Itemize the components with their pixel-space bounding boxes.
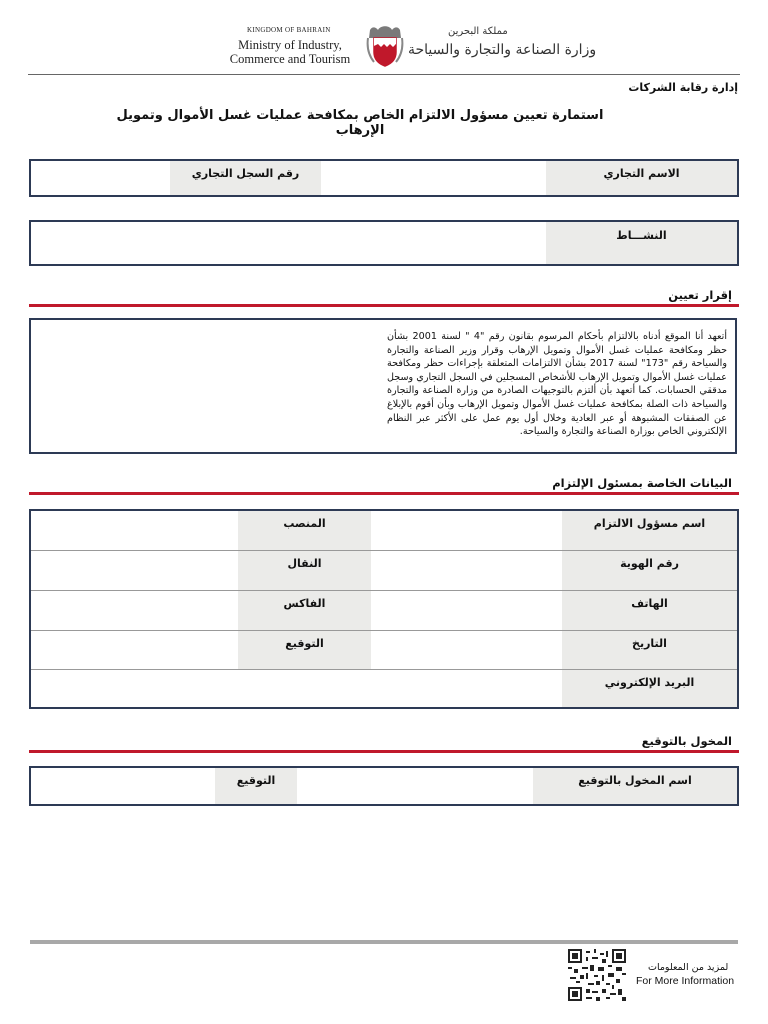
trade-name-value[interactable] [321, 160, 546, 196]
ministry-name-en-line1: Ministry of Industry, [238, 38, 342, 52]
mobile-label: النقال [238, 550, 371, 590]
cr-number-value[interactable] [30, 160, 170, 196]
fax-value[interactable] [30, 591, 238, 630]
signatory-signature-value[interactable] [30, 767, 215, 805]
ministry-name-en-line2: Commerce and Tourism [229, 52, 351, 66]
officer-section-title: البيانات الخاصة بمسئول الإلتزام [552, 476, 732, 490]
mobile-value[interactable] [30, 550, 238, 590]
officer-row [30, 670, 738, 708]
more-info-en: For More Information [636, 975, 735, 987]
department-label: إدارة رقابة الشركات [628, 81, 738, 94]
date-value[interactable] [371, 630, 562, 669]
trade-name-label: الاسم التجاري [546, 160, 738, 196]
ministry-name-en [220, 38, 360, 66]
signatory-box [29, 766, 739, 806]
kingdom-label-en: KINGDOM OF BAHRAIN [247, 26, 331, 34]
fax-label: الفاكس [238, 591, 371, 630]
officer-table [29, 509, 739, 709]
kingdom-label-ar: مملكة البحرين [448, 26, 508, 37]
officer-row [30, 591, 738, 630]
date-label: التاريخ [562, 630, 738, 669]
declaration-divider [29, 304, 739, 307]
form-title: استمارة تعيين مسؤول الالتزام الخاص بمكافحة عمليات غسل الأموال وتمويل الإرهاب [116, 108, 604, 138]
qr-code-icon[interactable] [568, 949, 626, 1001]
activity-value[interactable] [30, 221, 546, 265]
position-label: المنصب [238, 510, 371, 550]
declaration-box [29, 318, 737, 454]
declaration-section-title: إقرار تعيين [668, 288, 732, 302]
officer-name-value[interactable] [371, 510, 562, 550]
officer-signature-value[interactable] [30, 630, 238, 669]
bahrain-emblem-icon [366, 24, 404, 68]
officer-divider [29, 492, 739, 495]
header-divider [28, 74, 740, 75]
signatory-divider [29, 750, 739, 753]
signatory-name-value[interactable] [297, 767, 533, 805]
id-number-label: رقم الهوية [562, 550, 738, 590]
signatory-name-label: اسم المخول بالتوقيع [533, 767, 738, 805]
officer-row [30, 550, 738, 590]
officer-signature-label: التوقيع [238, 630, 371, 669]
email-value[interactable] [30, 670, 562, 708]
phone-label: الهاتف [562, 591, 738, 630]
company-name-box [29, 159, 739, 197]
activity-box [29, 220, 739, 266]
position-value[interactable] [30, 510, 238, 550]
more-info-ar: لمزيد من المعلومات [648, 962, 729, 973]
id-number-value[interactable] [371, 550, 562, 590]
signatory-signature-label: التوقيع [215, 767, 297, 805]
email-label: البريد الإلكتروني [562, 670, 738, 708]
cr-number-label: رقم السجل التجاري [170, 160, 321, 196]
footer-divider [30, 940, 738, 944]
officer-row [30, 510, 738, 550]
phone-value[interactable] [371, 591, 562, 630]
activity-label: النشـــاط [546, 221, 738, 265]
officer-name-label: اسم مسؤول الالتزام [562, 510, 738, 550]
signatory-section-title: المخول بالتوقيع [641, 734, 732, 748]
officer-row [30, 630, 738, 669]
ministry-name-ar: وزارة الصناعة والتجارة والسياحة [408, 42, 597, 58]
declaration-text: أتعهد أنا الموقع أدناه بالالتزام بأحكام المرسوم بقانون رقم "4 " لسنة 2001 بشأن حظر ومكافحة عمليات غسل الأموال وتمويل الإرهاب وقرار وزير الصناعة والتجارة والسياحة رقم "173" لسنة 2017 بشأن الالتزامات المتعلقة بإجراءات حظر ومكافحة عمليات غسل الأموال وتمويل الإرهاب للأشخاص المسجلين في السجل التجاري وسجل مدققي الحسابات. كما أتعهد بأن ألتزم بالتوجيهات الصادرة من وزارة الصناعة والتجارة والسياحة ذات الصلة بمكافحة عمليات غسل الأموال وتمويل الإرهاب وبأن أقوم بالإبلاغ عن الصفقات المشبوهة أو عبر العادية وخلال أول يوم عمل على الأكثر عبر النظام الإلكتروني الخاص بوزارة الصناعة والتجارة والسياحة. [387, 331, 727, 438]
